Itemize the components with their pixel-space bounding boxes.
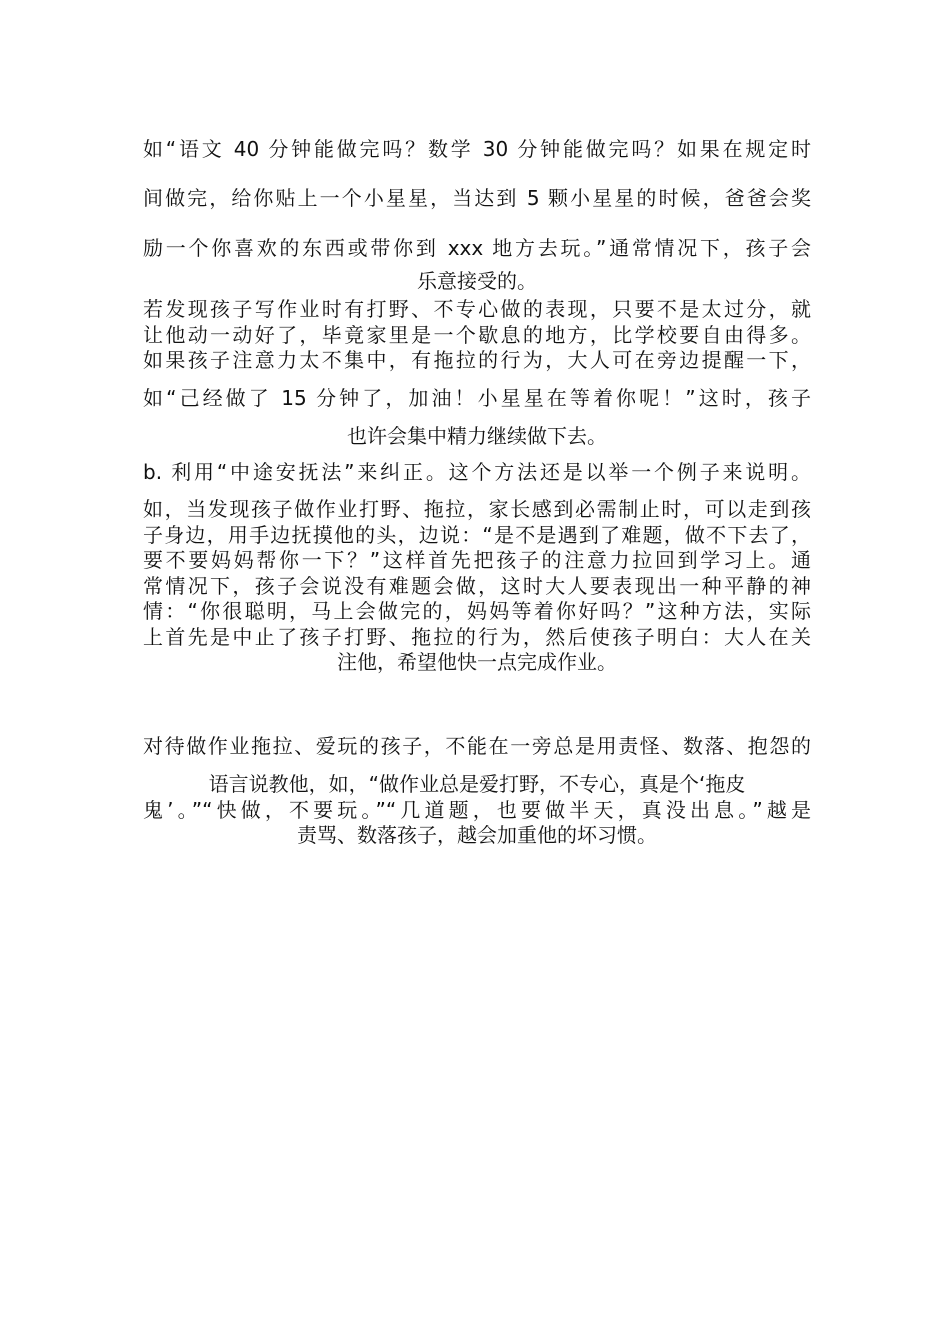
text-line: 若发现孩子写作业时有打野、不专心做的表现，只要不是太过分，就 [143,297,811,321]
text-line: 励一个你喜欢的东西或带你到 xxx 地方去玩。”通常情况下，孩子会 [143,236,811,260]
text-line: 要不要妈妈帮你一下？”这样首先把孩子的注意力拉回到学习上。通 [143,548,811,572]
text-line: 让他动一动好了，毕竟家里是一个歇息的地方，比学校要自由得多。 [143,323,811,347]
text-line: 语言说教他，如，“做作业总是爱打野，不专心，真是个‘拖皮 [208,772,746,796]
text-line: b. 利用“中途安抚法”来纠正。这个方法还是以举一个例子来说明。 [143,460,811,484]
text-line: 也许会集中精力继续做下去。 [347,424,607,448]
text-line: 如果孩子注意力太不集中，有拖拉的行为，大人可在旁边提醒一下， [143,348,811,372]
text-line: 注他，希望他快一点完成作业。 [337,650,617,674]
text-line: 常情况下，孩子会说没有难题会做，这时大人要表现出一种平静的神 [143,574,811,598]
text-line: 子身边，用手边抚摸他的头，边说：“是不是遇到了难题，做不下去了， [143,523,811,547]
text-line: 乐意接受的。 [417,269,537,293]
text-line: 鬼’。”“快做，不要玩。”“几道题，也要做半天，真没出息。”越是 [143,798,811,822]
text-line: 情：“你很聪明，马上会做完的，妈妈等着你好吗？”这种方法，实际 [143,599,811,623]
text-line: 对待做作业拖拉、爱玩的孩子，不能在一旁总是用责怪、数落、抱怨的 [143,734,811,758]
text-line: 间做完，给你贴上一个小星星，当达到 5 颗小星星的时候，爸爸会奖 [143,186,811,210]
text-line: 如“语文 40 分钟能做完吗？数学 30 分钟能做完吗？如果在规定时 [143,137,811,161]
text-line: 上首先是中止了孩子打野、拖拉的行为，然后使孩子明白：大人在关 [143,625,811,649]
text-line: 责骂、数落孩子，越会加重他的坏习惯。 [297,823,657,847]
text-line: 如“己经做了 15 分钟了，加油！小星星在等着你呢！”这时，孩子 [143,386,811,410]
text-line: 如，当发现孩子做作业打野、拖拉，家长感到必需制止时，可以走到孩 [143,497,811,521]
